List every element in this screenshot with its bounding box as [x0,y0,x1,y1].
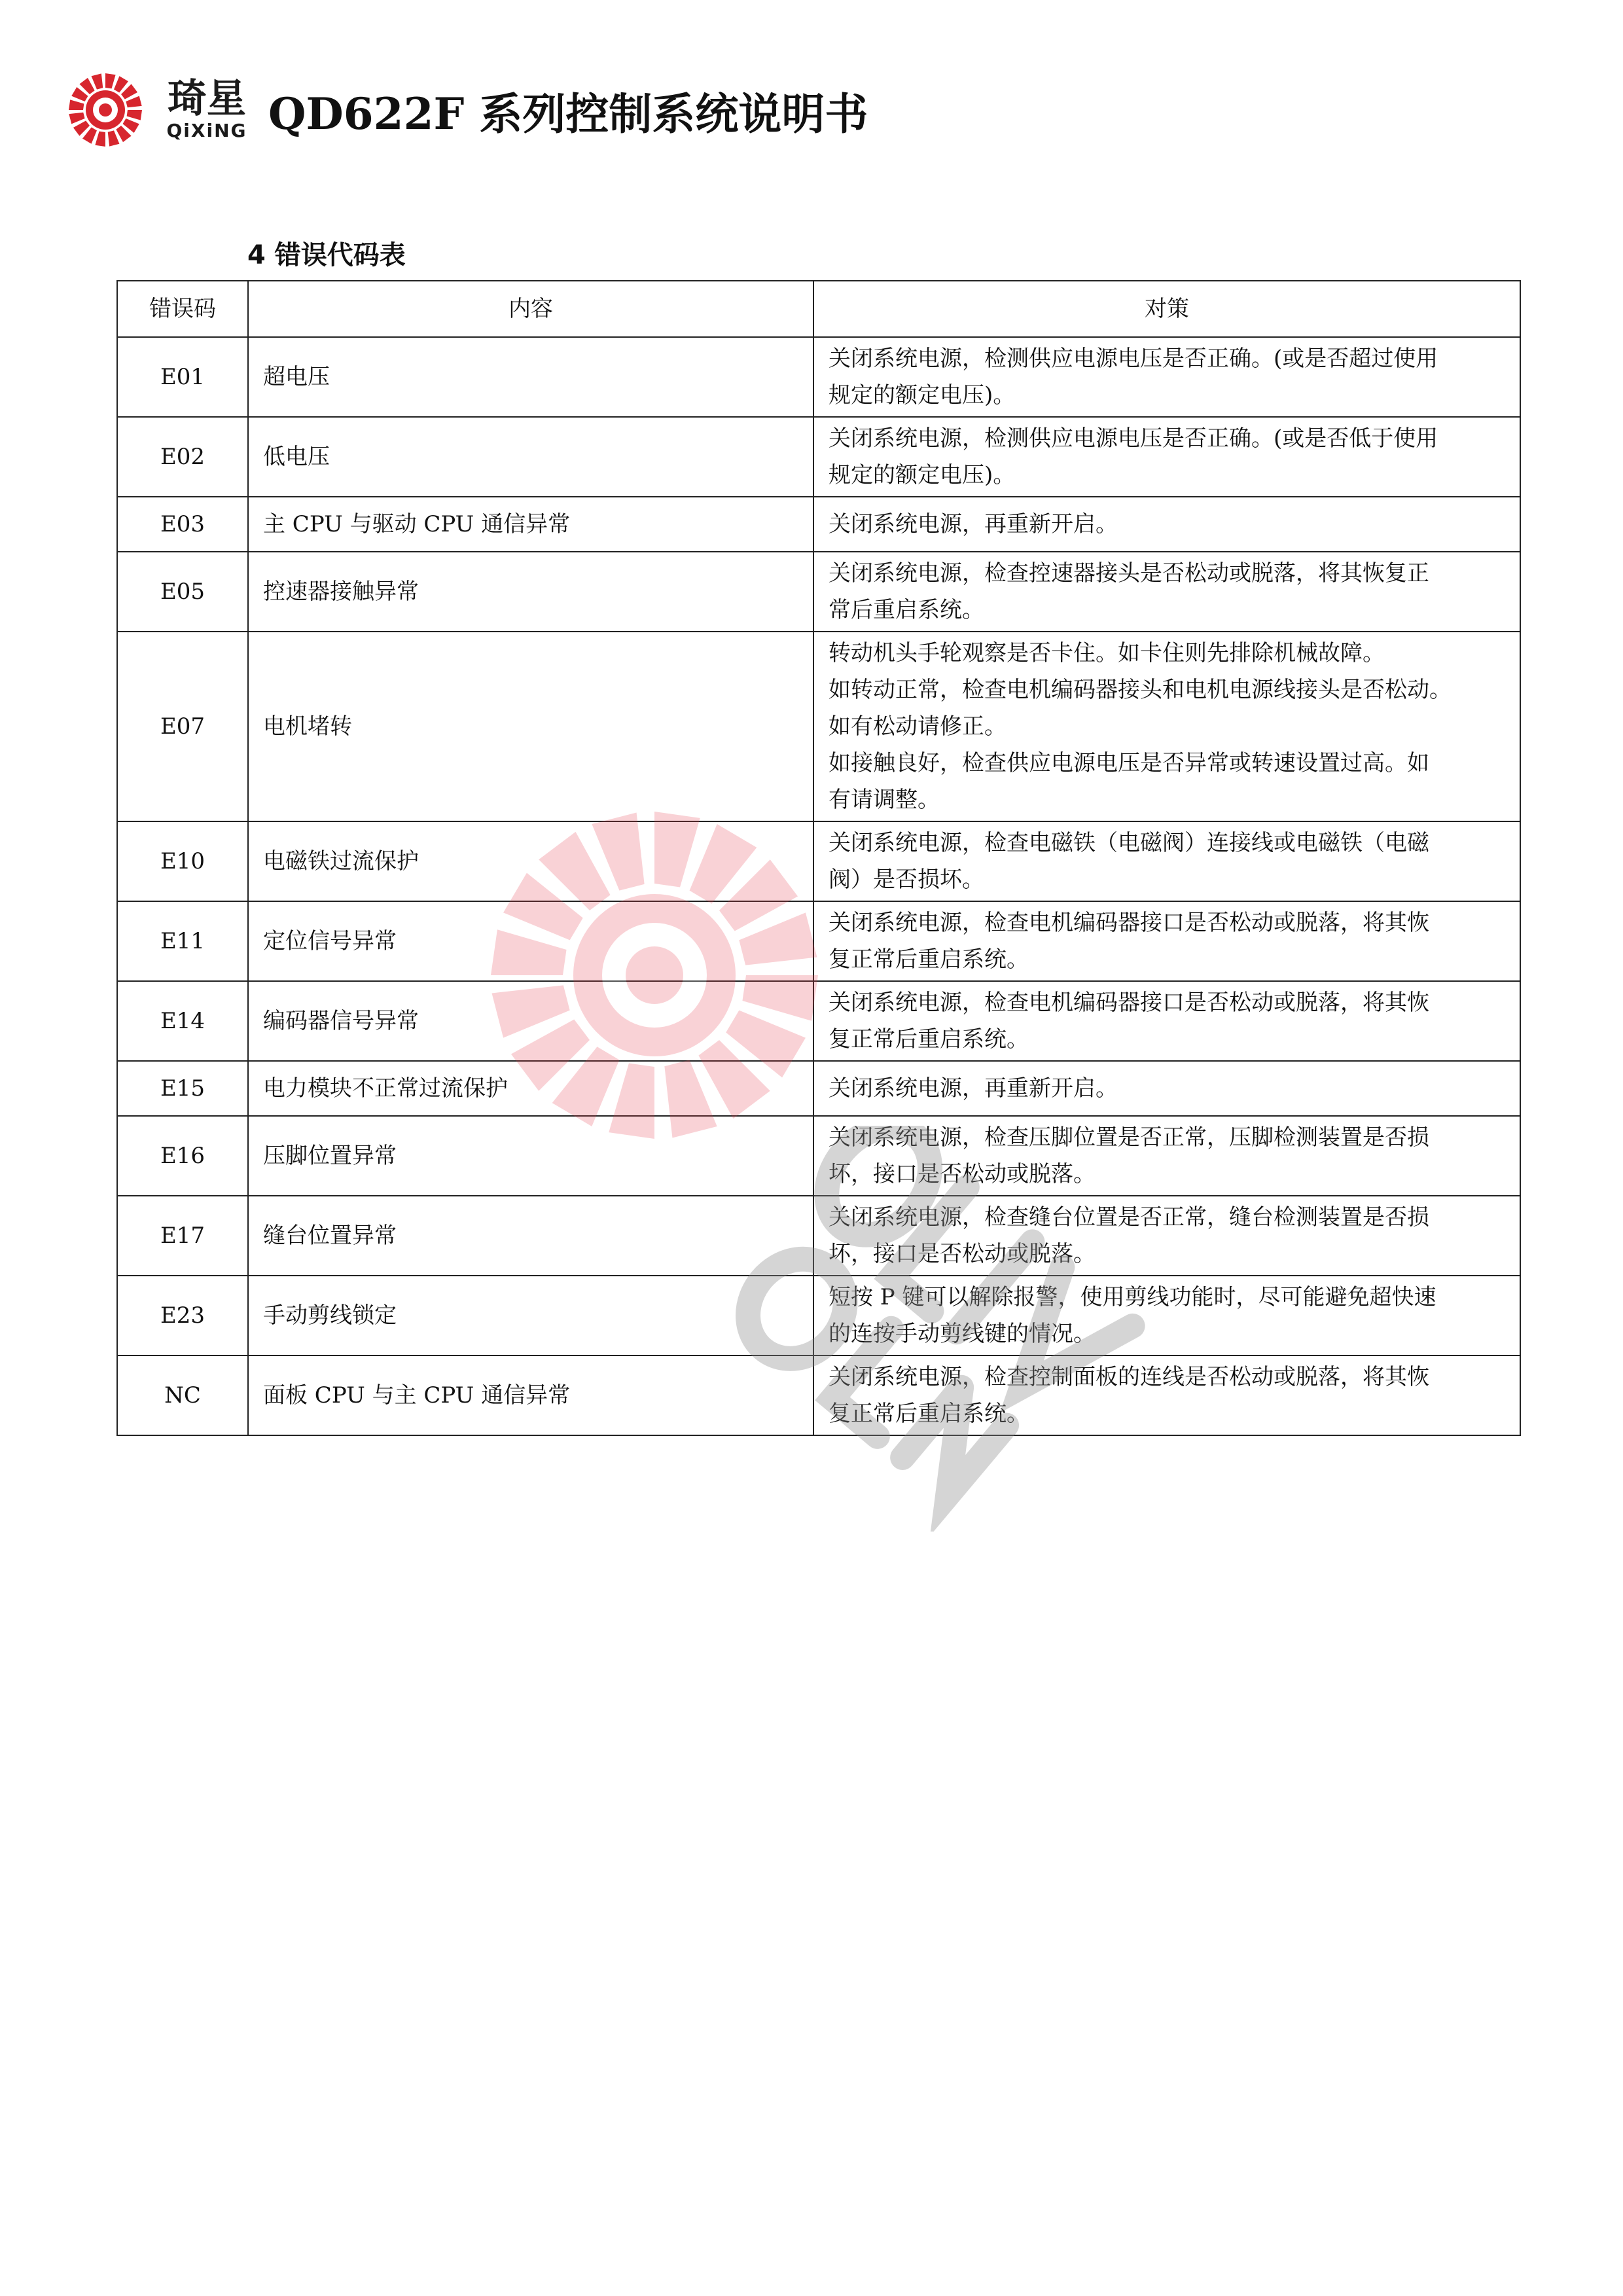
section-title: 4 错误代码表 [247,240,406,270]
error-code-cell: E23 [117,1276,248,1355]
table-row [117,497,1520,552]
brand-name-cn: 琦星 [168,76,246,122]
measure-line: 关闭系统电源，检查电机编码器接口是否松动或脱落，将其恢 [829,910,1429,936]
error-measure-cell [813,497,1520,552]
measure-line: 关闭系统电源，检查控制面板的连线是否松动或脱落，将其恢 [829,1364,1429,1390]
error-content-cell: 定位信号异常 [248,901,813,981]
measure-line: 关闭系统电源，再重新开启。 [829,1075,1118,1102]
error-measure-cell [813,417,1520,497]
error-content-cell: 电力模块不正常过流保护 [248,1061,813,1116]
error-code-cell: E07 [117,632,248,821]
error-code-cell: E14 [117,981,248,1061]
measure-line: 有请调整。 [829,787,940,813]
error-measure-cell [813,821,1520,901]
measure-line: 关闭系统电源，检查电磁铁（电磁阀）连接线或电磁铁（电磁 [829,830,1429,856]
error-code-cell: E03 [117,497,248,552]
error-code-cell: NC [117,1355,248,1435]
measure-line: 规定的额定电压)。 [829,382,1016,408]
error-measure-cell [813,1061,1520,1116]
error-code-cell: E16 [117,1116,248,1196]
measure-line: 关闭系统电源，检测供应电源电压是否正确。(或是否超过使用 [829,346,1438,372]
error-content-cell: 手动剪线锁定 [248,1276,813,1355]
table-row [117,552,1520,632]
measure-line: 关闭系统电源，检查压脚位置是否正常，压脚检测装置是否损 [829,1124,1429,1151]
measure-line: 坏，接口是否松动或脱落。 [829,1161,1096,1187]
measure-line: 关闭系统电源，检查控速器接头是否松动或脱落，将其恢复正 [829,560,1429,586]
error-code-cell: E17 [117,1196,248,1276]
measure-line: 如接触良好，检查供应电源电压是否异常或转速设置过高。如 [829,750,1429,776]
measure-line: 坏，接口是否松动或脱落。 [829,1241,1096,1267]
measure-line: 复正常后重启系统。 [829,1026,1029,1052]
error-content-cell: 压脚位置异常 [248,1116,813,1196]
watermark-stroke-icon [674,1126,1211,1532]
measure-line: 常后重启系统。 [829,597,984,623]
header-content: 内容 [248,281,813,337]
error-measure-cell [813,337,1520,417]
error-code-cell: E01 [117,337,248,417]
error-content-cell: 电磁铁过流保护 [248,821,813,901]
measure-line: 如有松动请修正。 [829,713,1007,740]
measure-line: 复正常后重启系统。 [829,1401,1029,1427]
error-content-cell: 电机堵转 [248,632,813,821]
error-measure-cell [813,901,1520,981]
measure-line: 规定的额定电压)。 [829,462,1016,488]
error-code-cell: E10 [117,821,248,901]
brand-name-en: QiXiNG [166,120,247,141]
measure-line: 关闭系统电源，检查缝台位置是否正常，缝台检测装置是否损 [829,1204,1429,1230]
table-row [117,337,1520,417]
measure-line: 复正常后重启系统。 [829,946,1029,973]
qixing-watermark-icon [484,805,825,1145]
table-row [117,632,1520,821]
measure-line: 转动机头手轮观察是否卡住。如卡住则先排除机械故障。 [829,640,1385,666]
table-header-row [117,281,1520,337]
page-header [63,71,868,149]
error-content-cell: 低电压 [248,417,813,497]
error-content-cell: 主 CPU 与驱动 CPU 通信异常 [248,497,813,552]
measure-line: 关闭系统电源，再重新开启。 [829,511,1118,537]
error-content-cell: 超电压 [248,337,813,417]
measure-line: 短按 P 键可以解除报警，使用剪线功能时，尽可能避免超快速 [829,1284,1436,1310]
error-measure-cell [813,981,1520,1061]
header-measure: 对策 [813,281,1520,337]
measure-line: 如转动正常，检查电机编码器接头和电机电源线接头是否松动。 [829,677,1452,703]
table-row [117,417,1520,497]
measure-line: 阀）是否损坏。 [829,867,984,893]
measure-line: 关闭系统电源，检查电机编码器接口是否松动或脱落，将其恢 [829,990,1429,1016]
error-content-cell: 控速器接触异常 [248,552,813,632]
qixing-logo-icon [63,71,148,149]
error-content-cell: 缝台位置异常 [248,1196,813,1276]
error-content-cell: 面板 CPU 与主 CPU 通信异常 [248,1355,813,1435]
error-content-cell: 编码器信号异常 [248,981,813,1061]
error-measure-cell [813,632,1520,821]
header-code: 错误码 [117,281,248,337]
error-code-cell: E05 [117,552,248,632]
document-title: QD622F 系列控制系统说明书 [268,88,868,139]
measure-line: 关闭系统电源，检测供应电源电压是否正确。(或是否低于使用 [829,425,1438,452]
measure-line: 的连按手动剪线键的情况。 [829,1321,1096,1347]
error-code-cell: E02 [117,417,248,497]
error-code-cell: E15 [117,1061,248,1116]
brand-block [154,76,259,141]
error-code-cell: E11 [117,901,248,981]
error-measure-cell [813,552,1520,632]
